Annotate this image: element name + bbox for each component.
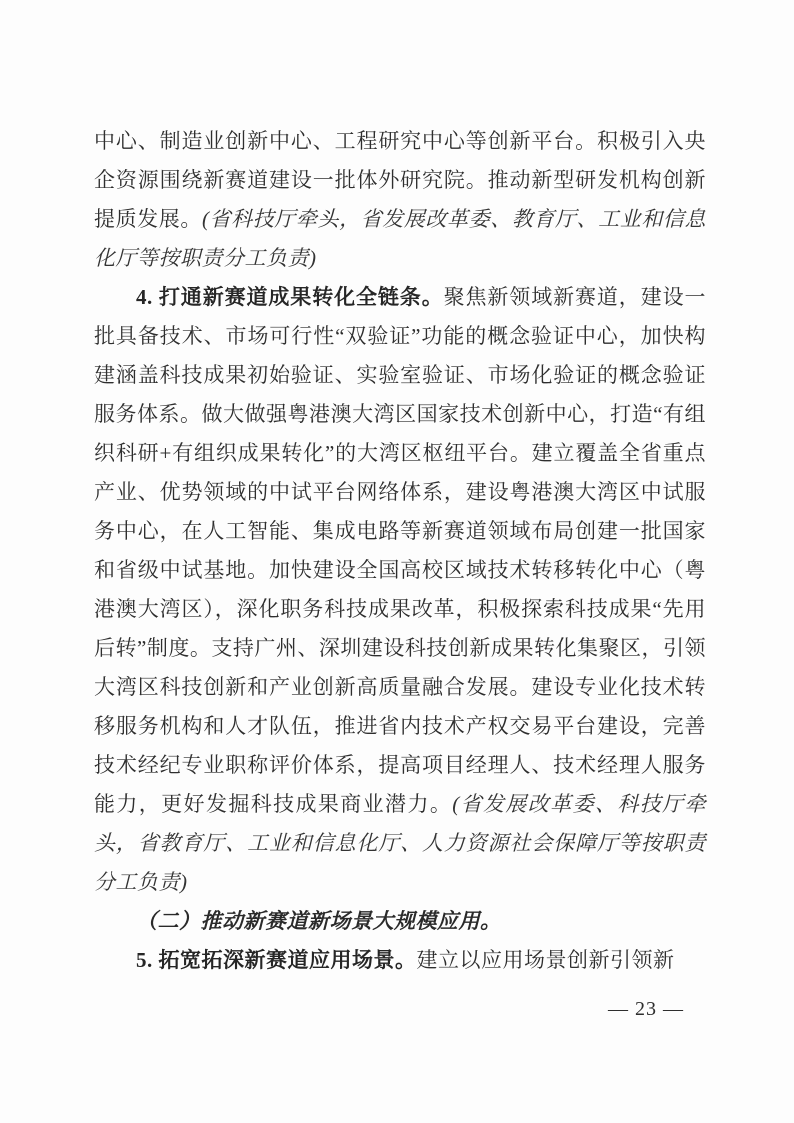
body-paragraph-item-4 xyxy=(94,278,706,902)
paragraph-text: 聚焦新领域新赛道，建设一批具备技术、市场可行性“双验证”功能的概念验证中心，加快构建涵盖科技成果初始验证、实验室验证、市场化验证的概念验证服务体系。做大做强粤港澳大湾区国家技术创新中心，打造“有组织科研+有组织成果转化”的大湾区枢纽平台。建立覆盖全省重点产业、优势领域的中试平台网络体系，建设粤港澳大湾区中试服务中心，在人工智能、集成电路等新赛道领域布局创建一批国家和省级中试基地。加快建设全国高校区域技术转移转化中心（粤港澳大湾区），深化职务科技成果改革，积极探索科技成果“先用后转”制度。支持广州、深圳建设科技创新成果转化集聚区，引领大湾区科技创新和产业创新高质量融合发展。建设专业化技术转移服务机构和人才队伍，推进省内技术产权交易平台建设，完善技术经纪专业职称评价体系，提高项目经理人、技术经理人服务能力，更好发掘科技成果商业潜力。 xyxy=(94,285,707,816)
document-text-block xyxy=(94,122,706,980)
responsibility-note: (省科技厅牵头，省发展改革委、教育厅、工业和信息化厅等按职责分工负责) xyxy=(94,207,706,270)
item-4-heading: 4. 打通新赛道成果转化全链条。 xyxy=(136,285,444,309)
paragraph-text: 中心、制造业创新中心、工程研究中心等创新平台。积极引入央企资源围绕新赛道建设一批体外研究院。推动新型研发机构创新提质发展。 xyxy=(94,129,706,231)
paragraph-text: 建立以应用场景创新引领新 xyxy=(416,948,675,972)
section-heading-text: （二）推动新赛道新场景大规模应用。 xyxy=(136,909,502,933)
responsibility-note: (省发展改革委、科技厅牵头，省教育厅、工业和信息化厅、人力资源社会保障厅等按职责分工负责) xyxy=(94,792,707,894)
page-number: — 23 — xyxy=(608,998,684,1020)
section-heading-2 xyxy=(94,902,706,941)
item-5-heading: 5. 拓宽拓深新赛道应用场景。 xyxy=(136,948,417,972)
body-paragraph-item-5 xyxy=(94,941,706,980)
body-paragraph-continuation xyxy=(94,122,706,278)
